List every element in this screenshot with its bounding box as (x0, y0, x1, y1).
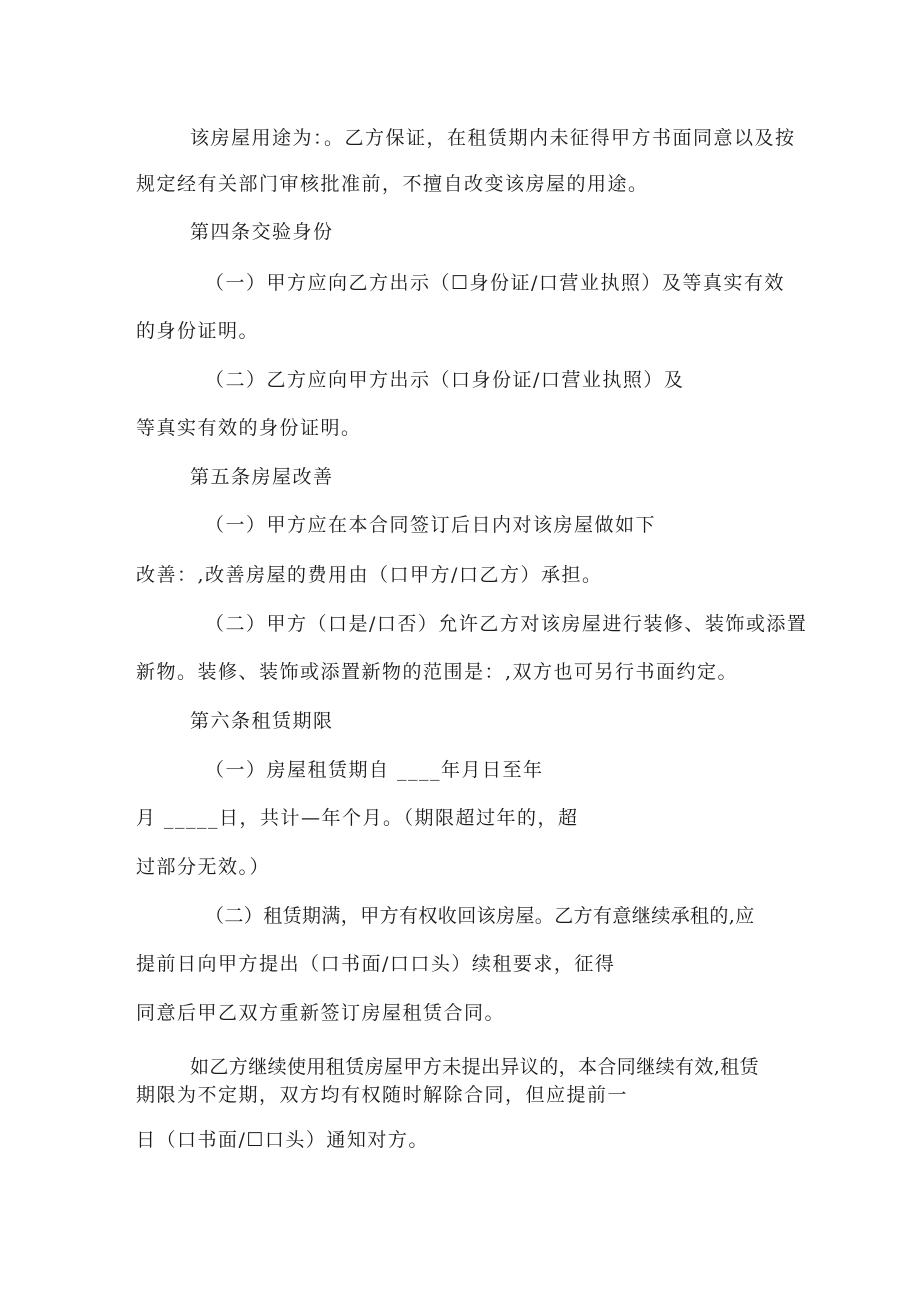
article-4-clause-2-line-2: 等真实有效的身份证明。 (136, 417, 362, 439)
continuation-paragraph-line-2: 期限为不定期，双方均有权随时解除合同，但应提前一 (136, 1084, 629, 1106)
paragraph-usage-line-1: 该房屋用途为：。乙方保证，在租赁期内未征得甲方书面同意以及按 (190, 127, 796, 149)
article-6-clause-2-line-2: 提前日向甲方提出（口书面/口口头）续租要求，征得 (136, 953, 616, 975)
article-6-clause-1-line-2: 月 _____日，共计—年个月。（期限超过年的，超 (136, 807, 579, 829)
article-6-heading: 第六条租赁期限 (190, 710, 334, 732)
article-5-heading: 第五条房屋改善 (190, 466, 334, 488)
article-6-clause-2-line-3: 同意后甲乙双方重新签订房屋租赁合同。 (136, 1002, 506, 1024)
paragraph-usage-line-2: 规定经有关部门审核批准前，不擅自改变该房屋的用途。 (136, 173, 649, 195)
continuation-paragraph-line-1: 如乙方继续使用租赁房屋甲方未提出异议的，本合同继续有效,租赁 (190, 1056, 760, 1078)
article-5-clause-1-line-1: （一）甲方应在本合同签订后日内对该房屋做如下 (205, 514, 657, 536)
article-4-heading: 第四条交验身份 (190, 221, 334, 243)
article-5-clause-1-line-2: 改善：,改善房屋的费用由（口甲方/口乙方）承担。 (136, 564, 603, 586)
article-4-clause-1-line-2: 的身份证明。 (136, 320, 260, 342)
article-6-clause-2-line-1: （二）租赁期满，甲方有权收回该房屋。乙方有意继续承租的,应 (205, 905, 755, 927)
article-5-clause-2-line-2: 新物。装修、装饰或添置新物的范围是：,双方也可另行书面约定。 (136, 661, 739, 683)
article-6-clause-1-line-3: 过部分无效。） (136, 856, 271, 878)
article-4-clause-1-line-1: （一）甲方应向乙方出示（☐身份证/口营业执照）及等真实有效 (205, 272, 785, 294)
article-4-clause-2-line-1: （二）乙方应向甲方出示（口身份证/口营业执照）及 (205, 369, 685, 391)
continuation-paragraph-line-3: 日（口书面/☐口头）通知对方。 (136, 1129, 429, 1151)
article-6-clause-1-line-1: （一）房屋租赁期自 ____年月日至年 (205, 759, 544, 781)
article-5-clause-2-line-1: （二）甲方（口是/口否）允许乙方对该房屋进行装修、装饰或添置 (205, 613, 808, 635)
